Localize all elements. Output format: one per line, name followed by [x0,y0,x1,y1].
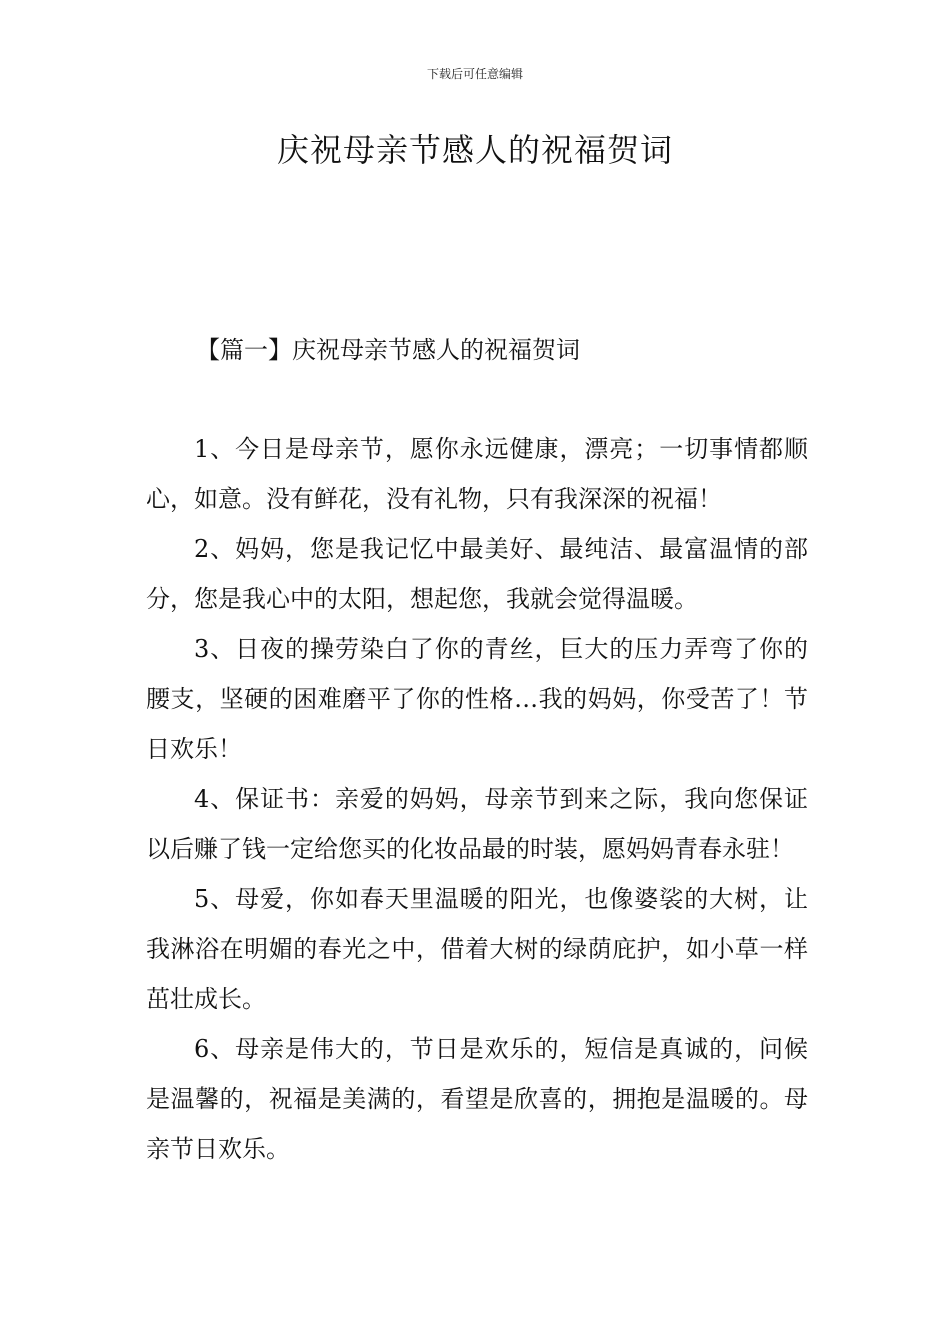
paragraph-4: 4、保证书：亲爱的妈妈，母亲节到来之际，我向您保证以后赚了钱一定给您买的化妆品最的时装，愿妈妈青春永驻！ [146,785,808,863]
paragraph-6: 6、母亲是伟大的，节日是欢乐的，短信是真诚的，问候是温馨的，祝福是美满的，看望是欣喜的，拥抱是温暖的。母亲节日欢乐。 [146,1035,808,1163]
section-heading: 【篇一】庆祝母亲节感人的祝福贺词 [196,336,580,364]
paragraph-1: 1、今日是母亲节，愿你永远健康，漂亮；一切事情都顺心，如意。没有鲜花，没有礼物，只有我深深的祝福！ [146,435,808,513]
page-title: 庆祝母亲节感人的祝福贺词 [276,131,673,169]
paragraph-5: 5、母爱，你如春天里温暖的阳光，也像婆裟的大树，让我淋浴在明媚的春光之中，借着大树的绿荫庇护，如小草一样茁壮成长。 [146,885,808,1013]
paragraph-2: 2、妈妈，您是我记忆中最美好、最纯洁、最富温情的部分，您是我心中的太阳，想起您，我就会觉得温暖。 [146,535,808,613]
body-text [146,424,808,1174]
header-note: 下载后可任意编辑 [426,67,523,81]
paragraph-3: 3、日夜的操劳染白了你的青丝，巨大的压力弄弯了你的腰支，坚硬的困难磨平了你的性格…我的妈妈，你受苦了！节日欢乐！ [146,635,808,763]
